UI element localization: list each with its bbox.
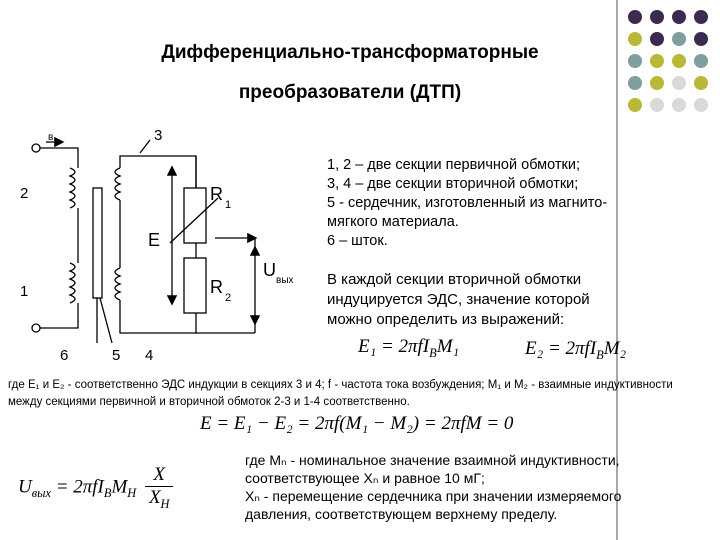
legend-list (327, 156, 607, 251)
equation-output-voltage: $U_{вых} = 2\pi fI_BM_H$ $\frac{X}{X_H}$ (18, 464, 173, 512)
decor-dot (694, 54, 708, 68)
description-text: где E₁ и E₂ - соответственно ЭДС индукции в секциях 3 и 4; f - частота тока возбуждения; M₁ и M₂ - взаимные индуктивности между секциями первичной и вторичной обмоток 2-3 и 1-4 соответственно. (8, 379, 673, 408)
label-e: E (148, 230, 161, 250)
secondary-winding-4 (115, 268, 120, 300)
decor-dot (694, 98, 708, 112)
label-u: U (263, 260, 276, 280)
legend-item: мягкого материала. (327, 214, 459, 230)
equation-e1: E₁ = 2πfI$_B$M₁ (358, 336, 460, 360)
decor-dot (650, 76, 664, 90)
fraction: $\frac{X}{X_H}$ (145, 464, 174, 512)
decor-dot (628, 76, 642, 90)
primary-winding-1 (70, 263, 75, 303)
label-b: в (48, 132, 54, 143)
legend-item: 6 – шток. (327, 233, 388, 249)
decor-dot (628, 54, 642, 68)
decor-dot-grid (628, 10, 720, 132)
label-u-sub: вых (276, 275, 294, 286)
label-2: 2 (20, 185, 29, 202)
primary-winding-2 (70, 168, 75, 208)
secondary-winding-3 (115, 168, 120, 200)
decor-dot (672, 54, 686, 68)
label-6: 6 (60, 347, 69, 364)
page-title-line1: Дифференциально-трансформаторные (161, 42, 539, 63)
label-1: 1 (20, 283, 29, 300)
decor-dot (650, 32, 664, 46)
decor-dot (628, 10, 642, 24)
legend-item: 3, 4 – две секции вторичной обмотки; (327, 176, 579, 192)
decor-dot (650, 10, 664, 24)
decor-dot (694, 32, 708, 46)
circuit-diagram (0, 128, 320, 368)
decor-dot (694, 10, 708, 24)
decor-dot (628, 98, 642, 112)
label-r1-sub: 1 (225, 199, 232, 211)
decor-dot (694, 76, 708, 90)
legend-item: 5 - сердечник, изготовленный из магнито- (327, 195, 608, 211)
label-3: 3 (154, 128, 163, 144)
decor-dot (650, 54, 664, 68)
equation-e2: E₂ = 2πfI$_B$M₂ (525, 338, 627, 362)
label-5: 5 (112, 347, 121, 364)
induction-paragraph: В каждой секции вторичной обмотки индуцируется ЭДС, значение которой можно определить из выражений: (327, 271, 590, 328)
decor-dot (672, 10, 686, 24)
label-r2: R (210, 277, 223, 297)
equation-total: E = E₁ − E₂ = 2πf(M₁ − M₂) = 2πfM = 0 (200, 413, 514, 434)
decor-dot (628, 32, 642, 46)
label-4: 4 (145, 347, 154, 364)
decor-dot (650, 98, 664, 112)
decor-dot (672, 98, 686, 112)
note-text: где Mₙ - номинальное значение взаимной индуктивности, соответствующее Xₙ и равное 10 мГ; Xₙ - перемещение сердечника при значении измеряемого давления, соответствующем верхнему пределу. (245, 452, 622, 522)
decor-dot (672, 76, 686, 90)
label-r2-sub: 2 (225, 292, 232, 304)
page-title-line2: преобразователи (ДТП) (238, 82, 462, 103)
legend-item: 1, 2 – две секции первичной обмотки; (327, 157, 581, 173)
decor-dot (672, 32, 686, 46)
label-r1: R (210, 184, 223, 204)
